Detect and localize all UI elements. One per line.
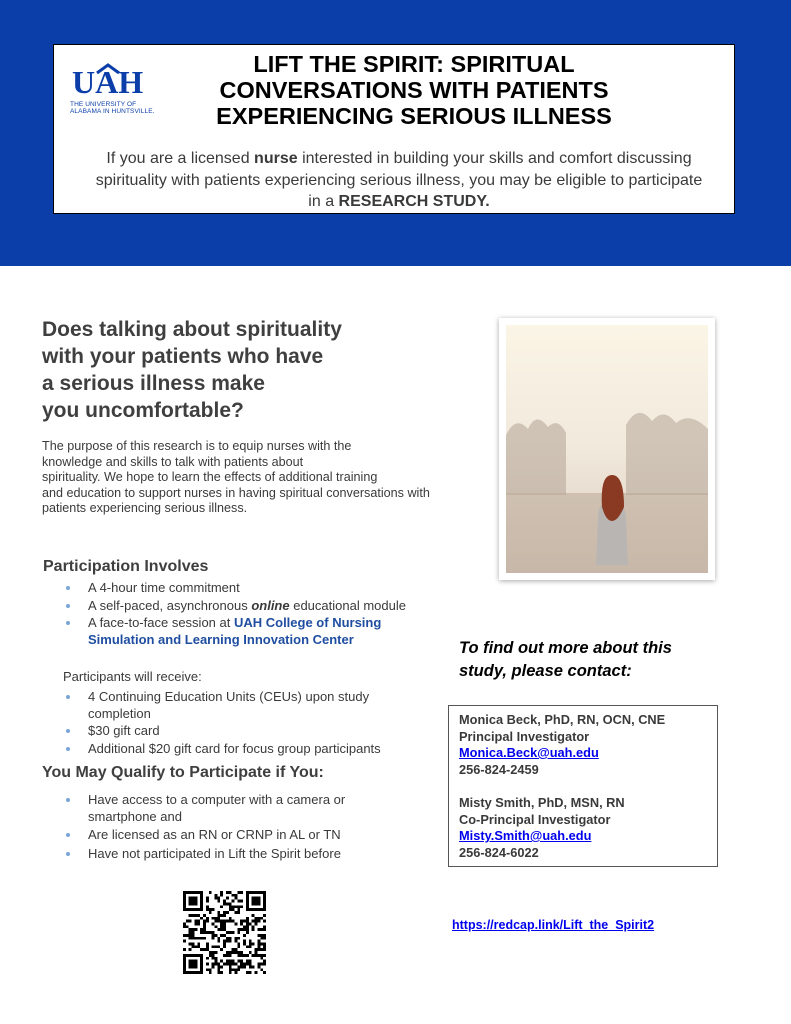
study-link[interactable]: https://redcap.link/Lift_the_Spirit2 bbox=[452, 918, 655, 932]
qualify-heading: You May Qualify to Participate if You: bbox=[42, 764, 324, 781]
contact-role: Co-Principal Investigator bbox=[459, 811, 611, 827]
photo-frame bbox=[499, 318, 715, 580]
qr-code[interactable] bbox=[183, 891, 266, 974]
list-item: Have access to a computer with a camera or smartphone and bbox=[63, 792, 393, 825]
participation-list bbox=[63, 580, 413, 649]
receive-label: Participants will receive: bbox=[63, 669, 202, 684]
list-item: Have not participated in Lift the Spirit before bbox=[63, 846, 393, 863]
contact-phone: 256-824-6022 bbox=[459, 844, 539, 860]
qualify-list bbox=[63, 792, 393, 864]
uah-logo-mark: UAH bbox=[72, 64, 144, 100]
contact-name: Monica Beck, PhD, RN, OCN, CNE bbox=[459, 712, 666, 727]
contact-phone: 256-824-2459 bbox=[459, 761, 539, 777]
contact-email-link[interactable]: Misty.Smith@uah.edu bbox=[459, 828, 592, 843]
contact-name: Misty Smith, PhD, MSN, RN bbox=[459, 795, 625, 810]
header-box bbox=[53, 44, 735, 214]
participation-heading: Participation Involves bbox=[43, 558, 209, 575]
contact-lead: To find out more about this study, please contact: bbox=[459, 639, 672, 680]
list-item: Additional $20 gift card for focus group participants bbox=[63, 741, 413, 758]
list-item: A self-paced, asynchronous online educational module bbox=[63, 598, 413, 615]
contact-box bbox=[448, 705, 718, 867]
list-item: A 4-hour time commitment bbox=[63, 580, 413, 597]
list-item: $30 gift card bbox=[63, 723, 413, 740]
intro-text: If you are a licensed nurse interested in building your skills and comfort discussing spirituality with patients experiencing serious illness, you may be eligible to participate in a RESEARCH STUDY. bbox=[95, 150, 703, 210]
contact-role: Principal Investigator bbox=[459, 728, 590, 744]
contact-email-link[interactable]: Monica.Beck@uah.edu bbox=[459, 745, 599, 760]
list-item: Are licensed as an RN or CRNP in AL or TN bbox=[63, 827, 393, 844]
list-item: 4 Continuing Education Units (CEUs) upon study completion bbox=[63, 689, 413, 722]
purpose-text: The purpose of this research is to equip nurses with the knowledge and skills to talk with patients about spirituality. We hope to learn the effects of additional training and education to support nurses in having spiritual conversations with patients experiencing serious illness. bbox=[42, 439, 430, 515]
uah-logo-text: THE UNIVERSITY OF ALABAMA IN HUNTSVILLE. bbox=[70, 101, 155, 115]
woman-in-field-photo bbox=[506, 325, 708, 573]
page-title: LIFT THE SPIRIT: SPIRITUAL CONVERSATIONS WITH PATIENTS EXPERIENCING SERIOUS ILLNESS bbox=[216, 51, 612, 129]
list-item: A face-to-face session at UAH College of Nursing Simulation and Learning Innovation Center bbox=[63, 615, 413, 648]
question-heading: Does talking about spirituality with your patients who have a serious illness make you uncomfortable? bbox=[42, 318, 342, 422]
receive-list bbox=[63, 689, 413, 758]
uah-logo bbox=[70, 63, 166, 113]
